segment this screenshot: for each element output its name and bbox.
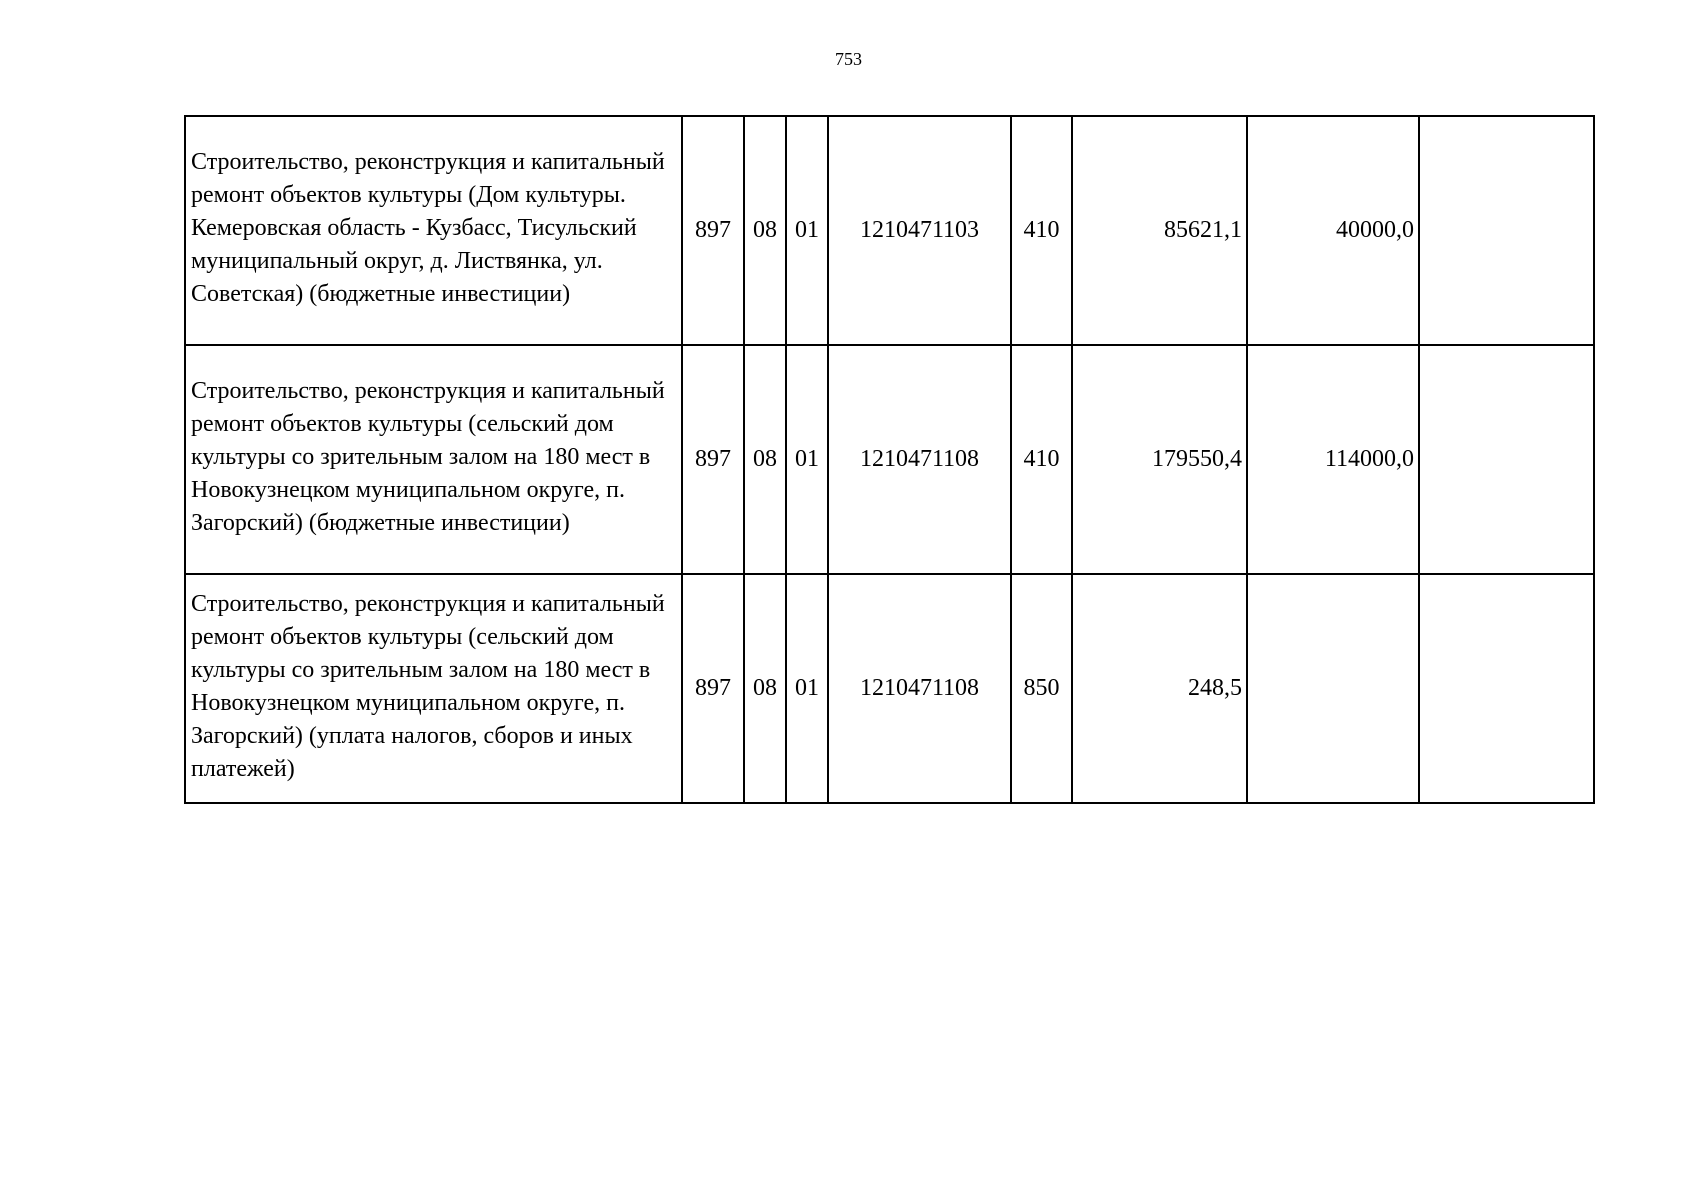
- cell-amount-1: 248,5: [1072, 574, 1247, 803]
- cell-target-article: 1210471108: [828, 574, 1011, 803]
- cell-description: Строительство, реконструкция и капитальный ремонт объектов культуры (сельский дом культуры со зрительным залом на 180 мест в Новокузнецком муниципальном округе, п. Загорский) (бюджетные инвестиции): [185, 345, 682, 574]
- cell-amount-2: 40000,0: [1247, 116, 1419, 345]
- cell-amount-3: [1419, 345, 1594, 574]
- cell-description: Строительство, реконструкция и капитальный ремонт объектов культуры (сельский дом культуры со зрительным залом на 180 мест в Новокузнецком муниципальном округе, п. Загорский) (уплата налогов, сборов и иных платежей): [185, 574, 682, 803]
- cell-amount-3: [1419, 574, 1594, 803]
- cell-section-code: 08: [744, 116, 786, 345]
- cell-target-article: 1210471108: [828, 345, 1011, 574]
- cell-ministry-code: 897: [682, 574, 744, 803]
- page-number: 753: [835, 49, 862, 69]
- cell-expense-type: 410: [1011, 116, 1072, 345]
- cell-amount-1: 85621,1: [1072, 116, 1247, 345]
- cell-target-article: 1210471103: [828, 116, 1011, 345]
- cell-subsection-code: 01: [786, 574, 828, 803]
- cell-ministry-code: 897: [682, 116, 744, 345]
- cell-amount-2: 114000,0: [1247, 345, 1419, 574]
- cell-amount-3: [1419, 116, 1594, 345]
- table-row: [185, 574, 1594, 803]
- cell-section-code: 08: [744, 574, 786, 803]
- budget-table: [184, 115, 1595, 804]
- cell-expense-type: 410: [1011, 345, 1072, 574]
- cell-expense-type: 850: [1011, 574, 1072, 803]
- cell-subsection-code: 01: [786, 345, 828, 574]
- cell-description: Строительство, реконструкция и капитальный ремонт объектов культуры (Дом культуры. Кемеровская область - Кузбасс, Тисульский муниципальный округ, д. Листвянка, ул. Советская) (бюджетные инвестиции): [185, 116, 682, 345]
- table-row: [185, 345, 1594, 574]
- cell-ministry-code: 897: [682, 345, 744, 574]
- table-row: [185, 116, 1594, 345]
- cell-amount-1: 179550,4: [1072, 345, 1247, 574]
- cell-amount-2: [1247, 574, 1419, 803]
- cell-subsection-code: 01: [786, 116, 828, 345]
- cell-section-code: 08: [744, 345, 786, 574]
